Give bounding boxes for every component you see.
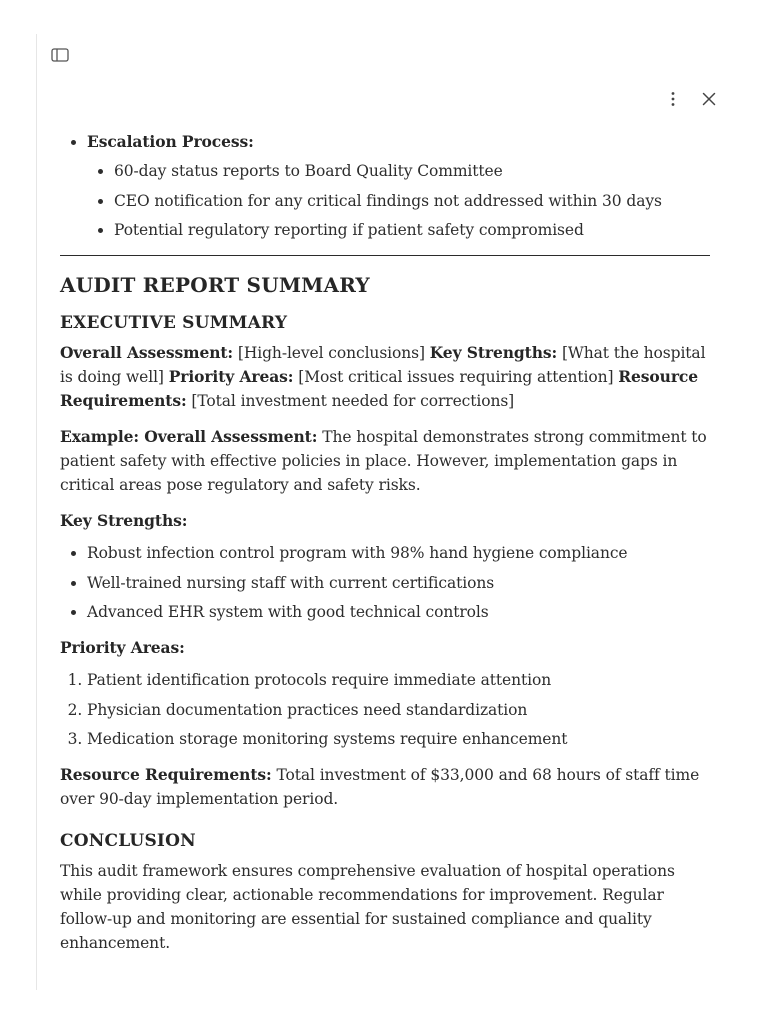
resources-text: Total investment of $33,000 and 68 hours of staff time over 90-day implementation period. xyxy=(60,766,700,808)
document-content xyxy=(60,130,710,967)
key-strengths-heading: Key Strengths: xyxy=(60,511,188,530)
overall-assessment-text: [High-level conclusions] xyxy=(233,344,430,362)
priority-areas-heading: Priority Areas: xyxy=(60,638,185,657)
key-strengths-label: Key Strengths: xyxy=(429,343,558,362)
priority-areas-list xyxy=(60,668,710,751)
escalation-heading: Escalation Process: xyxy=(87,132,254,151)
resources-label: Resource Requirements: xyxy=(60,765,272,784)
example-label: Example: Overall Assessment: xyxy=(60,427,318,446)
executive-summary-heading: EXECUTIVE SUMMARY xyxy=(60,313,288,333)
list-item: 2. Physician documentation practices need standardization xyxy=(87,698,710,722)
list-item: • 60-day status reports to Board Quality Committee xyxy=(114,159,710,183)
list-item: • Well-trained nursing staff with current certifications xyxy=(87,571,710,595)
list-item: 1. Patient identification protocols require immediate attention xyxy=(87,668,710,692)
sidebar-toggle-icon[interactable] xyxy=(50,46,70,64)
resource-requirements-text: [Total investment needed for corrections] xyxy=(186,392,515,410)
resource-requirements-label: Resource Requirements: xyxy=(60,367,698,410)
key-strengths-heading-paragraph xyxy=(60,509,710,533)
list-item xyxy=(87,130,710,242)
section-divider xyxy=(60,255,710,256)
escalation-sub-list xyxy=(87,159,710,242)
list-item: • Robust infection control program with 98% hand hygiene compliance xyxy=(87,541,710,565)
sidebar-divider xyxy=(36,34,37,990)
example-text: The hospital demonstrates strong commitment to patient safety with effective policies in place. However, implementation gaps in critical areas pose regulatory and safety risks. xyxy=(60,428,707,494)
example-paragraph xyxy=(60,425,710,497)
list-item: 3. Medication storage monitoring systems require enhancement xyxy=(87,727,710,751)
more-options-icon[interactable] xyxy=(662,88,684,110)
resources-paragraph xyxy=(60,763,710,811)
report-title: AUDIT REPORT SUMMARY xyxy=(60,273,370,297)
list-item: • CEO notification for any critical findings not addressed within 30 days xyxy=(114,189,710,213)
conclusion-text: This audit framework ensures comprehensive evaluation of hospital operations while providing clear, actionable recommendations for improvement. Regular follow-up and monitoring are essential for sustained compliance and quality enhancement. xyxy=(60,862,675,952)
key-strengths-list xyxy=(60,541,710,624)
conclusion-heading: CONCLUSION xyxy=(60,831,196,851)
list-item: • Advanced EHR system with good technical controls xyxy=(87,600,710,624)
escalation-list xyxy=(60,130,710,242)
priority-areas-label: Priority Areas: xyxy=(168,367,294,386)
close-icon[interactable] xyxy=(698,88,720,110)
priority-areas-heading-paragraph xyxy=(60,636,710,660)
overall-assessment-label: Overall Assessment: xyxy=(60,343,234,362)
top-actions xyxy=(662,88,720,110)
summary-template-paragraph xyxy=(60,341,710,413)
key-strengths-text: [What the hospital is doing well] xyxy=(60,344,706,386)
list-item: • Potential regulatory reporting if patient safety compromised xyxy=(114,218,710,242)
priority-areas-text: [Most critical issues requiring attention] xyxy=(293,368,619,386)
